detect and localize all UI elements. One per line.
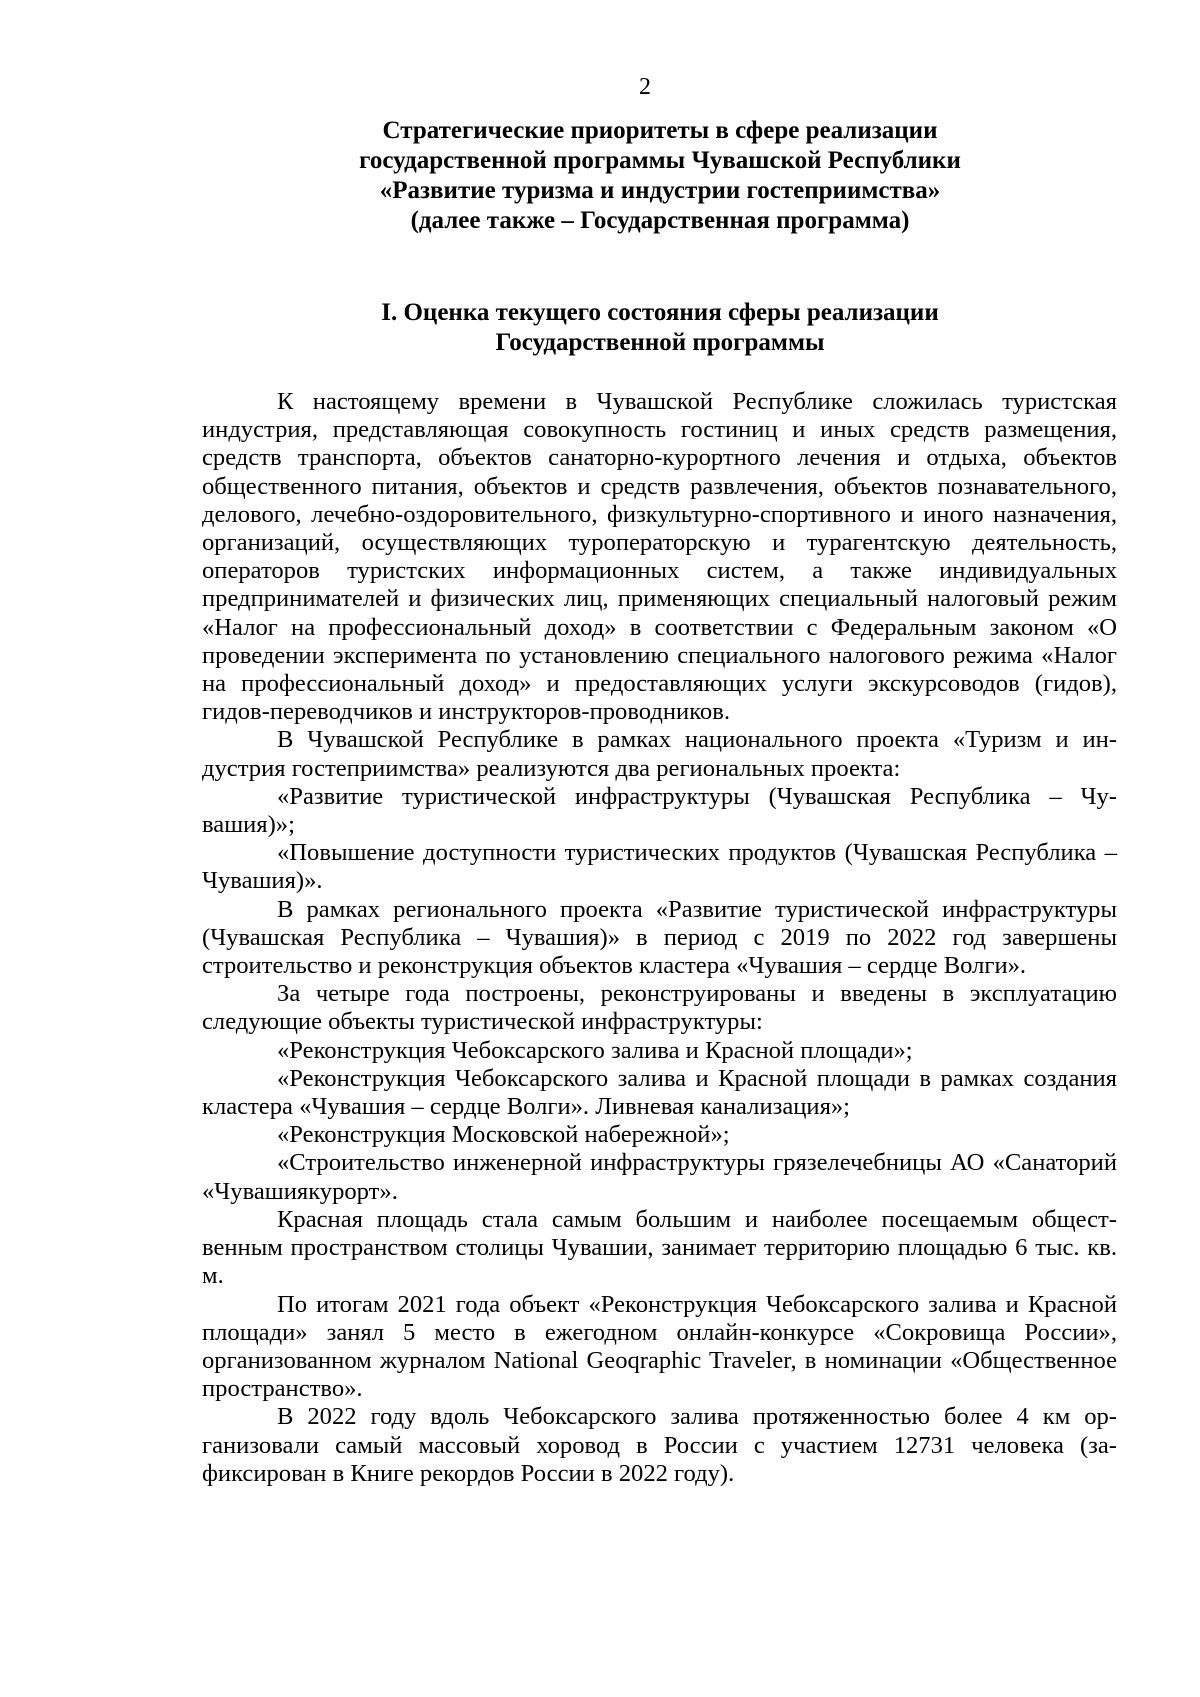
paragraph: «Развитие туристической инфраструктуры (Чувашская Республика – Чувашия)»;	[202, 782, 1117, 839]
section-heading-line: Государственной программы	[495, 329, 825, 356]
title-line: «Развитие туризма и индустрии гостеприимства»	[379, 177, 941, 204]
paragraph: К настоящему времени в Чувашской Республике сложилась туристская индустрия, представляющая совокупность гостиниц и иных средств размещения, средств транспорта, объектов санаторно-курортного лечения и отдыха, объектов общественного питания, объектов и средств развлечения, объектов познавательного, делового, лечебно-оздоровительного, физкультурно-спортивного и иного назначения, организаций, осуществляющих туроператорскую и турагентскую деятельность, операторов туристских информационных систем, а также индивидуальных предпринимателей и физических лиц, применяющих специальный налоговый режим «Налог на профессиональный доход» в соответствии с Федеральным законом «О проведении эксперимента по установлению специального налогового режима «Налог на профессиональный доход» и предоставляющих услуги экскурсоводов (гидов), гидов-переводчиков и инструкторов-проводников.	[202, 388, 1117, 726]
paragraph: По итогам 2021 года объект «Реконструкция Чебоксарского залива и Красной площади» занял 5 место в ежегодном онлайн-конкурсе «Сокровища России», организованном журналом National Geoqraphic Traveler, в номинации «Общественное пространство».	[202, 1290, 1117, 1403]
paragraph: В Чувашской Республике в рамках национального проекта «Туризм и индустрия гостеприимства» реализуются два региональных проекта:	[202, 726, 1117, 782]
paragraph: «Реконструкция Чебоксарского залива и Красной площади»;	[277, 1036, 913, 1064]
page-number: 2	[639, 74, 651, 100]
document-title	[200, 116, 1120, 236]
title-line: (далее также – Государственная программа)	[410, 207, 910, 234]
paragraph: «Повышение доступности туристических продуктов (Чувашская Республика – Чувашия)».	[202, 839, 1117, 895]
title-line: Стратегические приоритеты в сфере реализации	[382, 117, 938, 144]
paragraph: «Реконструкция Московской набережной»;	[277, 1121, 730, 1149]
section-heading-line: I. Оценка текущего состояния сферы реализации	[381, 299, 939, 326]
paragraph: В 2022 году вдоль Чебоксарского залива протяженностью более 4 км организовали самый массовый хоровод в России с участием 12731 человека (зафиксирован в Книге рекордов России в 2022 году).	[202, 1403, 1117, 1487]
paragraph: Красная площадь стала самым большим и наиболее посещаемым общественным пространством столицы Чувашии, занимает территорию площадью 6 тыс. кв. м.	[202, 1205, 1117, 1290]
section-heading	[200, 298, 1120, 358]
paragraph: За четыре года построены, реконструированы и введены в эксплуатацию следующие объекты туристической инфраструктуры:	[202, 980, 1117, 1036]
body-text	[202, 388, 1117, 1488]
paragraph: «Реконструкция Чебоксарского залива и Красной площади в рамках создания кластера «Чувашия – сердце Волги». Ливневая канализация»;	[202, 1064, 1117, 1121]
paragraph: В рамках регионального проекта «Развитие туристической инфраструктуры (Чувашская Республика – Чувашия)» в период с 2019 по 2022 год завершены строительство и реконструкция объектов кластера «Чувашия – сердце Волги».	[202, 895, 1117, 980]
title-line: государственной программы Чувашской Республики	[359, 147, 961, 174]
paragraph: «Строительство инженерной инфраструктуры грязелечебницы АО «Санаторий «Чувашиякурорт».	[202, 1149, 1117, 1205]
